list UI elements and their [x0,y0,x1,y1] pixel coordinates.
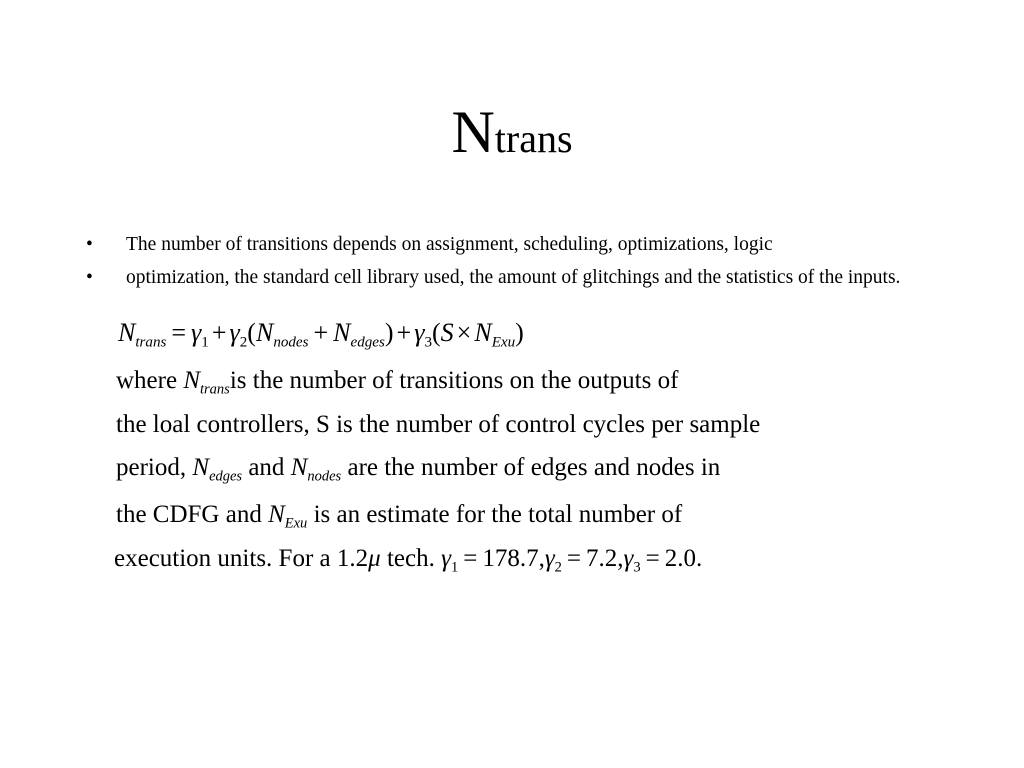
n-trans-subscript: trans [200,381,230,398]
description-line [116,453,720,483]
gamma-subscript: 2 [239,334,248,351]
close-paren: ) [515,318,524,347]
description-line [116,366,678,396]
gamma-symbol: γ [544,545,555,572]
n-symbol: N [474,318,492,347]
gamma-symbol: γ [414,318,425,347]
text-run: the CDFG and [116,501,269,528]
bullet-text: optimization, the standard cell library used, the amount of glitchings and the statistics of the inputs. [126,267,901,288]
text-run: execution units. For a 1.2 [114,545,369,572]
equals-sign: = [463,545,478,572]
mu-symbol: μ [368,545,381,572]
plus-sign: + [313,318,329,347]
n-symbol: N [192,454,210,481]
n-edges-subscript: edges [209,468,243,485]
gamma-symbol: γ [191,318,202,347]
gamma-3-value: 2.0. [664,545,703,572]
bullet-list [84,230,944,296]
n-nodes-subscript: nodes [273,334,309,351]
gamma-subscript: 1 [201,334,209,351]
bullet-item [84,230,944,259]
n-trans-subscript: trans [135,334,167,351]
n-symbol: N [183,367,201,394]
title-letter: N [451,99,495,165]
n-symbol: N [333,318,351,347]
equals-sign: = [566,545,582,572]
times-sign: × [456,318,472,347]
text-run: period, [116,454,193,481]
bullet-text: The number of transitions depends on assignment, scheduling, optimizations, logic [126,234,773,255]
n-nodes-subscript: nodes [307,468,342,485]
bullet-dot: • [86,234,93,255]
n-symbol: N [290,454,308,481]
text-run: are the number of edges and nodes in [341,454,721,481]
text-run: tech. [380,545,442,572]
equation [118,318,524,351]
gamma-subscript: 3 [424,334,432,351]
plus-sign: + [396,318,412,347]
close-paren: ) [384,318,394,347]
text-run: where [116,367,184,394]
n-symbol: N [255,318,274,347]
text-run: is the number of transitions on the outputs of [229,367,679,394]
gamma-symbol: γ [623,545,634,572]
n-exu-subscript: Exu [284,515,308,532]
equals-sign: = [645,545,660,572]
slide-title [0,99,1024,165]
n-symbol: N [268,501,285,528]
bullet-dot: • [86,267,93,288]
gamma-symbol: γ [441,545,451,572]
gamma-subscript: 1 [450,559,459,576]
description-line [116,410,760,440]
gamma-2-value: 7.2, [586,545,624,572]
description-line [114,544,702,574]
text-run: the loal controllers, S is the number of control cycles per sample [116,411,761,438]
n-edges-subscript: edges [350,334,385,351]
open-paren: ( [247,318,256,347]
bullet-item [84,263,944,292]
n-exu-subscript: Exu [491,334,516,351]
gamma-subscript: 3 [633,559,641,576]
gamma-symbol: γ [229,318,240,347]
text-run: is an estimate for the total number of [307,501,683,528]
s-symbol: S [440,318,454,347]
equals-sign: = [171,318,187,347]
gamma-subscript: 2 [554,559,562,576]
title-suffix: trans [494,116,573,161]
n-symbol: N [118,318,136,347]
text-run: and [242,454,291,481]
open-paren: ( [432,318,441,347]
description-line [116,500,682,530]
plus-sign: + [211,318,227,347]
gamma-1-value: 178.7, [482,545,545,572]
